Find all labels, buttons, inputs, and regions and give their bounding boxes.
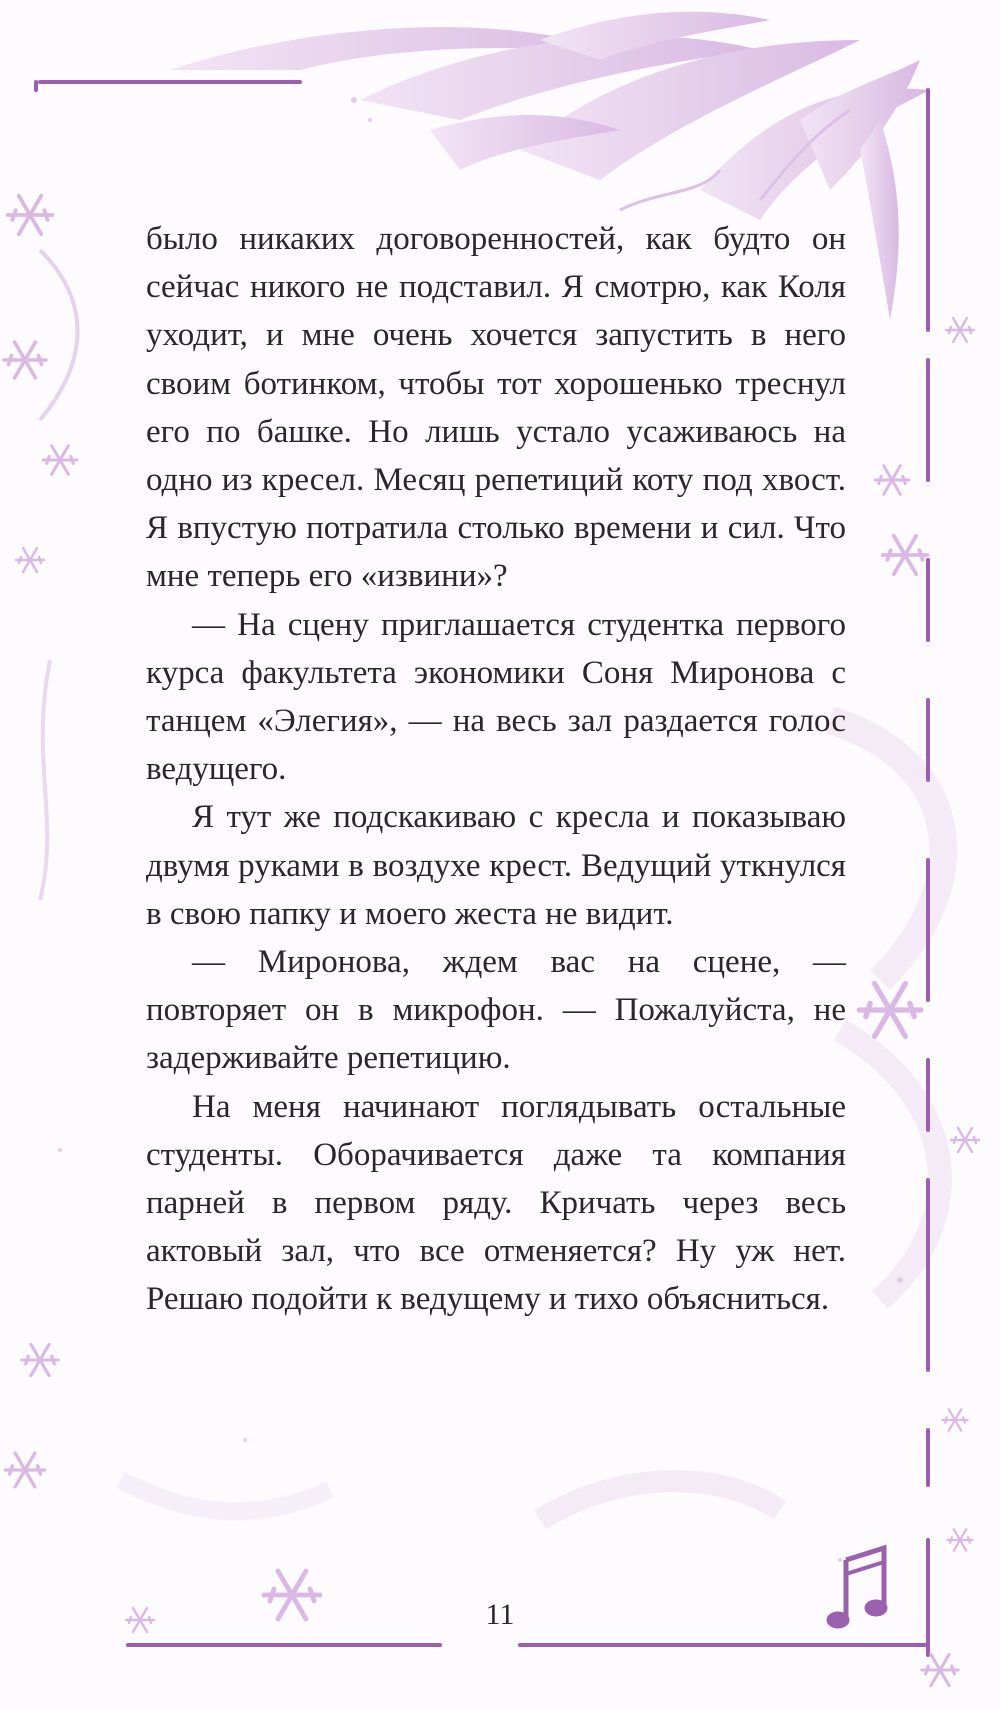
body-text bbox=[146, 215, 846, 1324]
paragraph: — На сцену приглашается студентка первого курса факультета экономики Соня Миронова с танцем «Элегия», — на весь зал раздается голос ведущего. bbox=[146, 606, 846, 788]
paragraph: — Миронова, ждем вас на сцене, — повторяет он в микрофон. — Пожалуйста, не задерживайте репетицию. bbox=[146, 944, 846, 1077]
paragraph: На меня начинают поглядывать остальные студенты. Оборачивается даже та компания парней в первом ряду. Кричать через весь актовый зал, что все отменяется? Ну уж нет. Решаю подойти к ведущему и тихо объясниться. bbox=[146, 1088, 846, 1318]
paragraph: Я тут же подскакиваю с кресла и показываю двумя руками в воздухе крест. Ведущий уткнулся в свою папку и моего жеста не видит. bbox=[146, 799, 846, 932]
page-number: 11 bbox=[485, 1598, 515, 1631]
paragraph: было никаких договоренностей, как будто он сейчас никого не подставил. Я смотрю, как Коля уходит, и мне очень хочется запустить в него своим ботинком, чтобы тот хорошенько треснул его по башке. Но лишь устало усаживаюсь на одно из кресел. Месяц репетиций коту под хвост. Я впустую потратила столько времени и сил. Что мне теперь его «извини»? bbox=[146, 221, 846, 595]
